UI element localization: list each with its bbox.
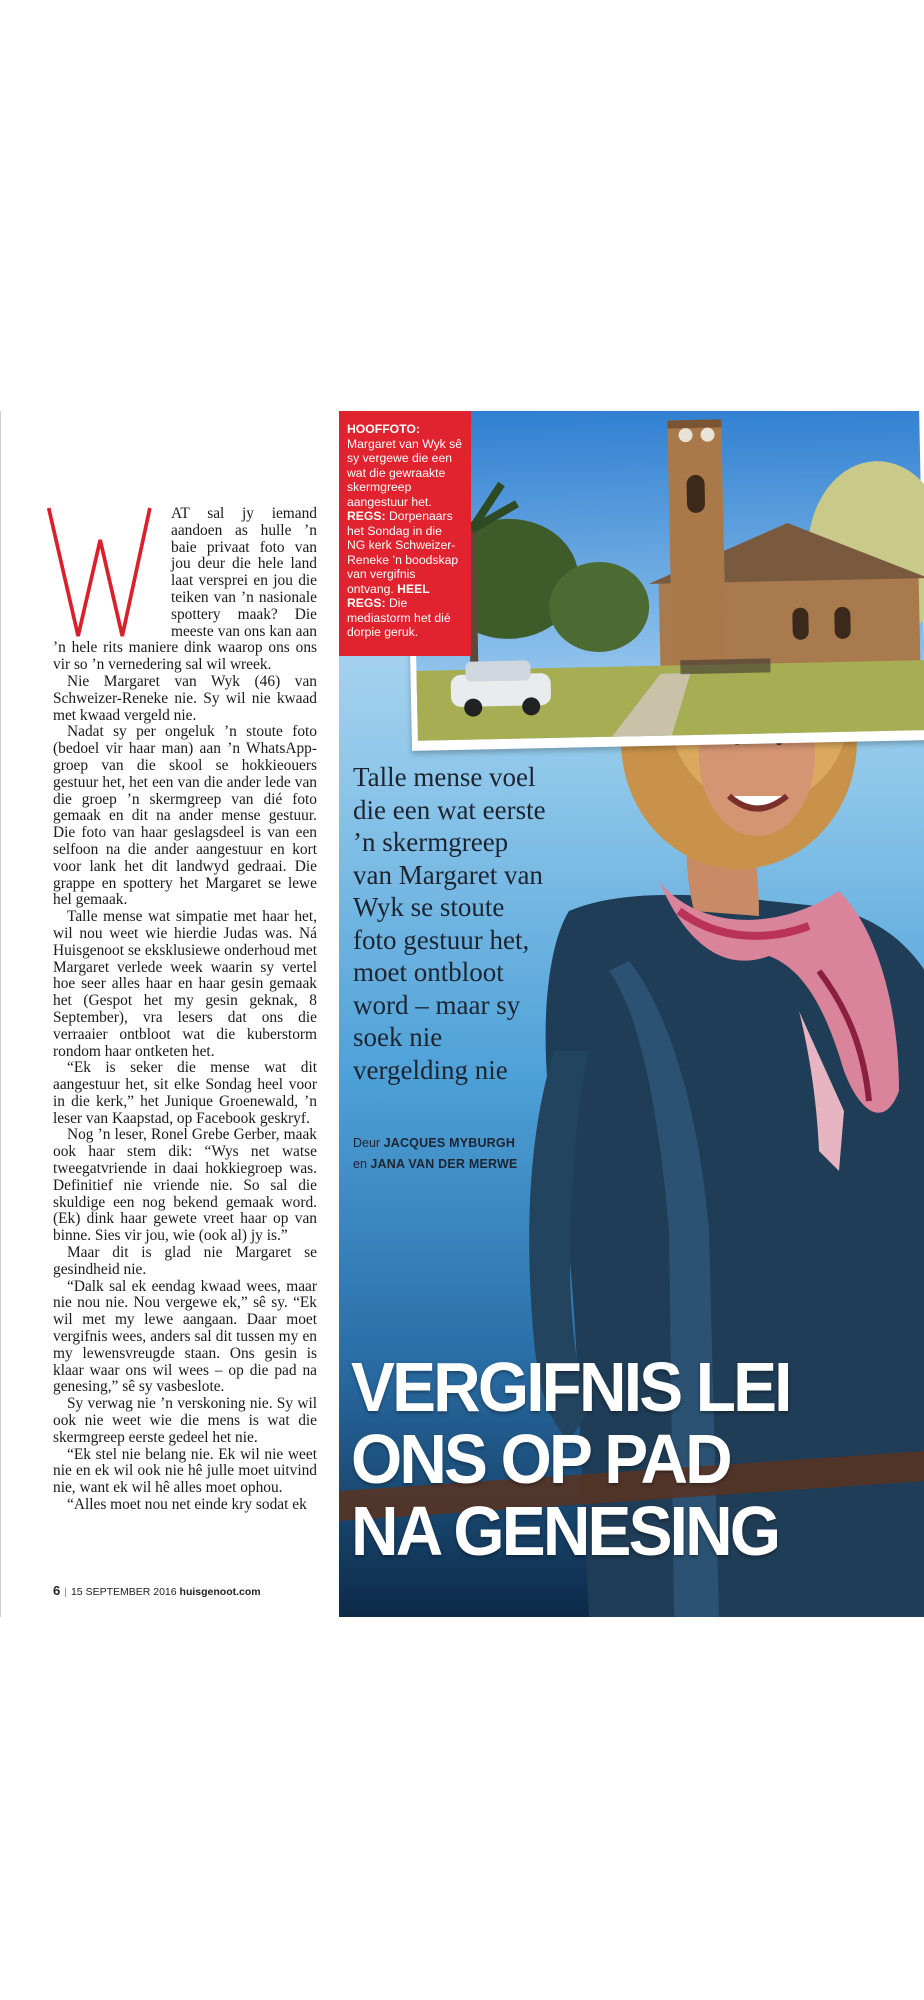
page-number: 6: [53, 1583, 61, 1598]
article-paragraph: Nadat sy per ongeluk ’n stoute foto (bedoel vir haar man) aan ’n WhatsApp-groep van die skool se hokkieouers gestuur het, het een van die ander lede van die groep ’n skermgreep van dié foto gemaak en dit na ander mense gestuur. Die foto van haar geslagsdeel is van een selfoon na die ander aangestuur en kort voor lank het dit landwyd gedraai. Die grappe en spottery het Margaret se lewe hel gemaak.: [53, 723, 317, 909]
caption-text-far-right: Die mediastorm het dié dorpie geruk.: [347, 596, 451, 639]
article-paragraph: Nog ’n leser, Ronel Grebe Gerber, maak ook haar stem dik: “Wys net watse tweegatvriende in daai hokkiegroep was. Definitief nie vriende nie. So sal die skuldige een nog bekend gemaak word. (Ek) dink haar gewete vreet haar op van binne. Sies vir jou, wie (ook al) jy is.”: [53, 1126, 317, 1245]
byline-prefix: Deur: [353, 1136, 381, 1150]
folio-divider: |: [64, 1586, 67, 1598]
byline-line-2: [353, 1154, 518, 1175]
caption-text-main: Margaret van Wyk sê sy vergewe die een wat die gewraakte skermgreep aangestuur het.: [347, 436, 463, 509]
article-headline: [351, 1348, 887, 1570]
paragraph-text: AT sal jy iemand aandoen as hulle ’n baie privaat foto van jou deur die hele land laat versprei en jou die teiken van ’n nasionale spottery maak? Die meeste van ons kan aan ’n hele rits maniere dink waarop ons ons vir so ’n vernedering sal wil wreek.: [53, 505, 317, 674]
byline-line-1: [353, 1133, 518, 1154]
caption-label-main: HOOFFOTO:: [347, 422, 420, 436]
article-deck: Talle mense voel die een wat eerste ’n skermgreep van Margaret van Wyk se stoute foto gestuur het, moet ontbloot word – maar sy soek nie vergelding nie: [353, 762, 546, 1085]
site-url: huisgenoot.com: [179, 1586, 261, 1598]
church-scene-image: [405, 411, 924, 751]
headline-line-2: ONS OP PAD: [351, 1420, 730, 1498]
article-paragraph: “Alles moet nou net einde kry sodat ek: [67, 1496, 307, 1514]
article-paragraph: Sy verwag nie ’n verskoning nie. Sy wil ook nie weet wie die mens is wat die skermgreep eerste gedeel het nie.: [53, 1395, 317, 1446]
author-name: JANA VAN DER MERWE: [370, 1157, 518, 1171]
headline-line-3: NA GENESING: [351, 1492, 779, 1570]
byline: [353, 1133, 518, 1175]
drop-cap-w-glyph: [45, 504, 154, 640]
article-paragraph: Nie Margaret van Wyk (46) van Schweizer-Reneke nie. Sy wil nie kwaad met kwaad vergeld nie.: [53, 672, 317, 724]
article-body: [53, 506, 317, 1514]
church-inset-photo: [405, 411, 924, 751]
article-paragraph: “Ek is seker die mense wat dit aangestuur het, sit elke Sondag heel voor in die kerk,” het Junique Groenewald, ’n leser van Kaapstad, op Facebook geskryf.: [53, 1059, 317, 1127]
byline-prefix: en: [353, 1157, 367, 1171]
caption-label-far-right: HEEL REGS:: [347, 581, 430, 610]
page-folio: [53, 1583, 261, 1598]
photo-caption-box: [339, 411, 471, 656]
article-paragraph: “Dalk sal ek eendag kwaad wees, maar nie nou nie. Nou vergewe ek,” sê sy. “Ek wil met my lewe aangaan. Daar moet vergifnis wees, anders sal dit tussen my en my lewensvreugde staan. Ons gesin is klaar waar ons wil wees – op die pad na genesing,” sê sy vasbeslote.: [53, 1277, 317, 1396]
author-name: JACQUES MYBURGH: [383, 1136, 516, 1150]
caption-label-right: REGS:: [347, 509, 386, 523]
magazine-spread: [0, 411, 924, 1617]
headline-line-1: VERGIFNIS LEI: [351, 1348, 790, 1426]
feature-photo: [339, 411, 924, 1617]
article-paragraph: Talle mense wat simpatie met haar het, wil nou weet wie hierdie Judas was. Ná Huisgenoot se eksklusiewe onderhoud met Margaret verlede week waarin sy vertel hoe seer alles haar en haar gesin gemaak het (Gespot het my gesin geknak, 8 September), vra lesers dat ons die verraaier ontbloot wat die kuberstorm rondom haar ontketen het.: [53, 908, 317, 1060]
article-paragraph: “Ek stel nie belang nie. Ek wil nie weet nie en ek wil ook nie hê julle moet uitvind nie, want ek wil hê alles moet ophou.: [53, 1445, 317, 1497]
article-paragraph: Maar dit is glad nie Margaret se gesindheid nie.: [53, 1244, 317, 1278]
drop-cap: [45, 504, 154, 640]
caption-text-right: Dorpenaars het Sondag in die NG kerk Schweizer-Reneke ’n boodskap van vergifnis ontvang.: [347, 509, 459, 596]
issue-date: 15 SEPTEMBER 2016: [70, 1586, 177, 1598]
article-paragraph: [53, 506, 317, 674]
